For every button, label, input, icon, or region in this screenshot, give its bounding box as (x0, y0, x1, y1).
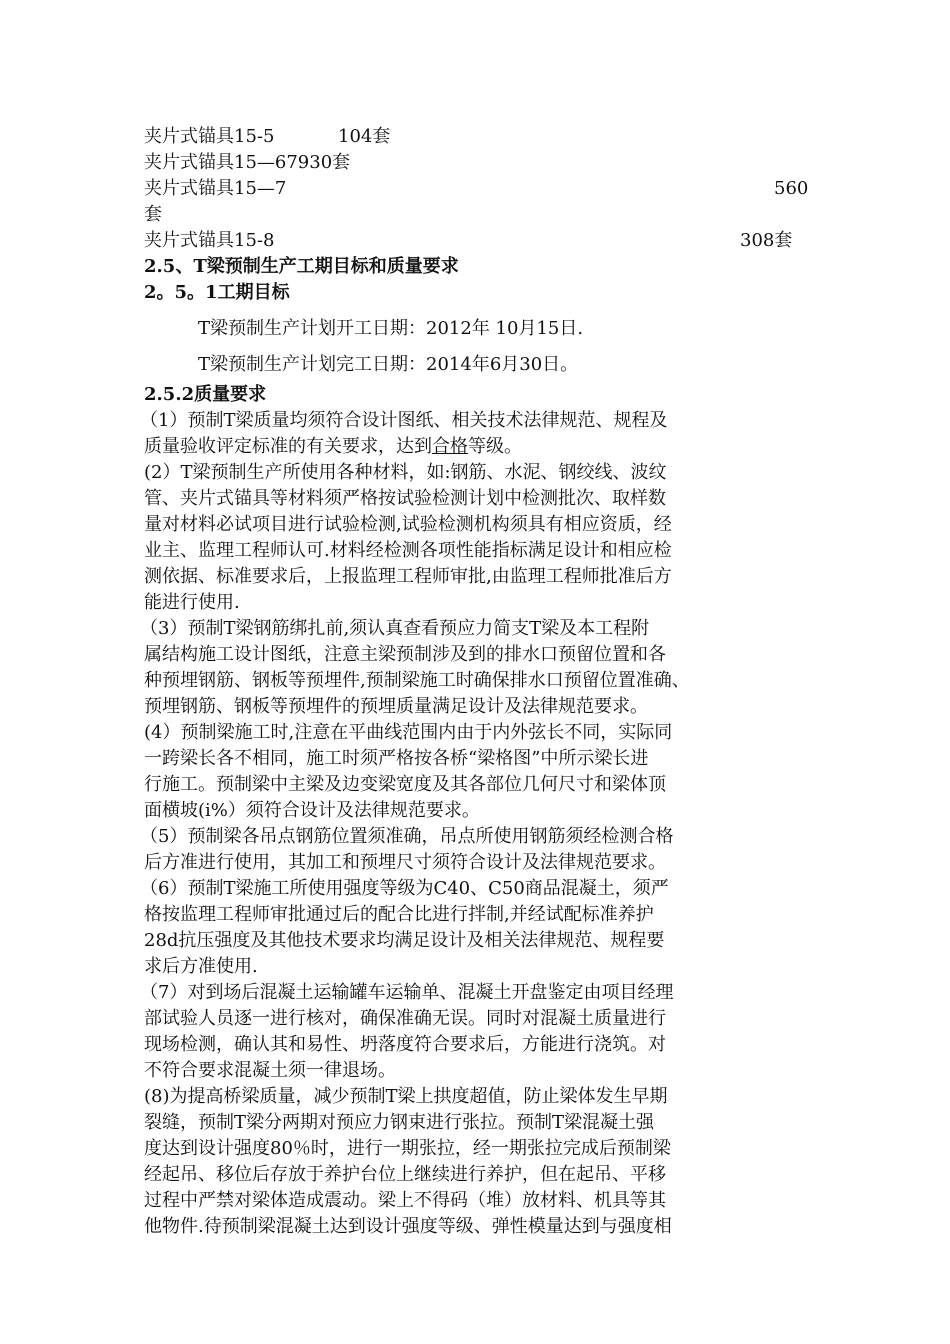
p8-line-1: (8)为提高桥梁质量，减少预制T梁上拱度超值，防止梁体发生早期 (144, 1086, 668, 1107)
p6-line-2: 格按监理工程师审批通过后的配合比进行拌制,并经试配标准养护 (144, 904, 654, 925)
p3-line-3: 种预埋钢筋、钢板等预埋件,预制梁施工时确保排水口预留位置准确、 (144, 670, 690, 691)
p6-line-3: 28d抗压强度及其他技术要求均满足设计及相关法律规范、规程要 (144, 930, 665, 951)
heading-2-5: 2.5、T梁预制生产工期目标和质量要求 (144, 256, 459, 277)
p5-line-1: （5）预制梁各吊点钢筋位置须准确，吊点所使用钢筋须经检测合格 (140, 826, 674, 847)
p4-line-2: 一跨梁长各不相同，施工时须严格按各桥“梁格图”中所示梁长进 (144, 748, 649, 769)
p5-line-2: 后方准进行使用，其加工和预埋尺寸须符合设计及法律规范要求。 (144, 852, 666, 873)
p1-line-1: （1）预制T梁质量均须符合设计图纸、相关技术法律规范、规程及 (140, 410, 668, 431)
p7-line-1: （7）对到场后混凝土运输罐车运输单、混凝土开盘鉴定由项目经理 (140, 982, 674, 1003)
start-date: T梁预制生产计划开工日期：2012年 10月15日. (198, 318, 584, 339)
p2-line-3: 量对材料必试项目进行试验检测,试验检测机构须具有相应资质，经 (144, 514, 672, 535)
p7-line-2: 部试验人员逐一进行核对，确保准确无误。同时对混凝土质量进行 (144, 1008, 666, 1029)
heading-2-5-1: 2。5。1工期目标 (144, 282, 290, 303)
p8-line-6: 他物件.待预制梁混凝土达到设计强度等级、弹性模量达到与强度相 (144, 1216, 672, 1237)
p1-text: 质量验收评定标准的有关要求，达到 (144, 436, 432, 457)
p8-line-5: 过程中严禁对梁体造成震动。梁上不得码（堆）放材料、机具等其 (144, 1190, 666, 1211)
p1-tail: 等级。 (468, 436, 522, 457)
anchor-qty-4: 308套 (740, 230, 793, 251)
p4-line-1: (4）预制梁施工时,注意在平曲线范围内由于内外弦长不同，实际同 (144, 722, 673, 743)
anchor-item-3: 夹片式锚具15—7 (144, 178, 287, 199)
p2-line-1: (2）T梁预制生产所使用各种材料，如:钢筋、水泥、钢绞线、波纹 (144, 462, 667, 483)
end-date: T梁预制生产计划完工日期：2014年6月30日。 (198, 354, 579, 375)
p8-line-3: 度达到设计强度80％时，进行一期张拉，经一期张拉完成后预制梁 (144, 1138, 671, 1159)
p8-line-2: 裂缝，预制T梁分两期对预应力钢束进行张拉。预制T梁混凝土强 (144, 1112, 655, 1133)
p1-underlined-grade: 合格 (432, 436, 468, 457)
anchor-qty-3: 560 (774, 178, 809, 199)
heading-2-5-2: 2.5.2质量要求 (144, 384, 267, 405)
p3-line-2: 属结构施工设计图纸，注意主梁预制涉及到的排水口预留位置和各 (144, 644, 666, 665)
anchor-unit-3: 套 (144, 204, 162, 225)
p6-line-4: 求后方准使用. (144, 956, 258, 977)
p1-line-2 (144, 434, 522, 460)
p6-line-1: （6）预制T梁施工所使用强度等级为C40、C50商品混凝土，须严 (140, 878, 669, 899)
p2-line-6: 能进行使用. (144, 592, 240, 613)
p3-line-1: （3）预制T梁钢筋绑扎前,须认真查看预应力简支T梁及本工程附 (140, 618, 650, 639)
anchor-name: 夹片式锚具15-5 (144, 126, 275, 147)
anchor-qty-1: 104套 (338, 126, 391, 147)
p3-line-4: 预埋钢筋、钢板等预埋件的预埋质量满足设计及法律规范要求。 (144, 696, 648, 717)
anchor-item-4: 夹片式锚具15-8 (144, 230, 275, 251)
anchor-item-2: 夹片式锚具15—67930套 (144, 152, 351, 173)
p4-line-4: 面横坡(i%）须符合设计及法律规范要求。 (144, 800, 480, 821)
p2-line-5: 测依据、标准要求后，上报监理工程师审批,由监理工程师批准后方 (144, 566, 672, 587)
p2-line-2: 管、夹片式锚具等材料须严格按试验检测计划中检测批次、取样数 (144, 488, 666, 509)
p8-line-4: 经起吊、移位后存放于养护台位上继续进行养护，但在起吊、平移 (144, 1164, 666, 1185)
p4-line-3: 行施工。预制梁中主梁及边变梁宽度及其各部位几何尺寸和梁体顶 (144, 774, 666, 795)
p2-line-4: 业主、监理工程师认可.材料经检测各项性能指标满足设计和相应检 (144, 540, 672, 561)
p7-line-3: 现场检测，确认其和易性、坍落度符合要求后，方能进行浇筑。对 (144, 1034, 666, 1055)
p7-line-4: 不符合要求混凝土须一律退场。 (144, 1060, 396, 1081)
anchor-item-1 (144, 124, 274, 150)
